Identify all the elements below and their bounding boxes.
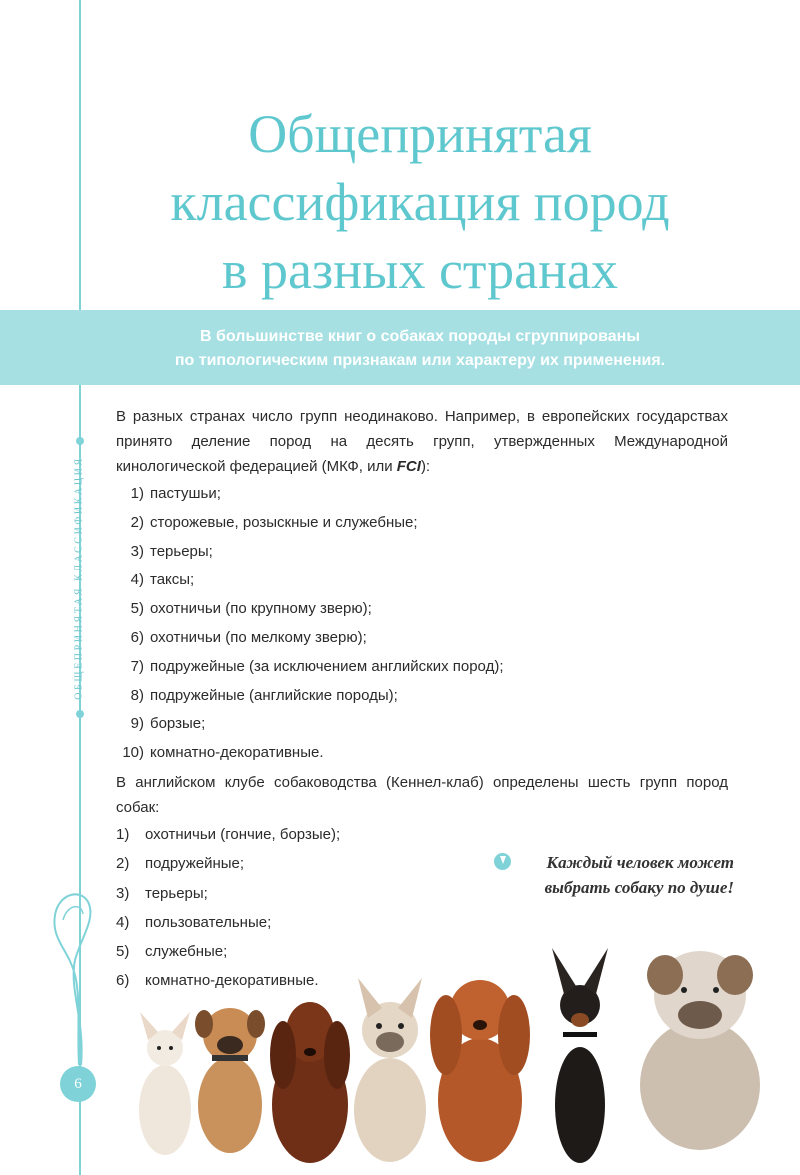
- list-number: 10): [122, 744, 144, 762]
- list-item: [116, 820, 340, 849]
- list-number: 7): [130, 657, 144, 675]
- tip-line: Каждый человек может: [546, 853, 734, 872]
- list-number: 5): [130, 600, 144, 618]
- dogs-illustration: [120, 920, 780, 1170]
- list-text: подружейные (английские породы);: [150, 686, 398, 704]
- page-number: 6: [60, 1066, 96, 1102]
- list-number: 8): [130, 686, 144, 704]
- page-title: [100, 100, 740, 304]
- list-text: борзые;: [150, 715, 206, 733]
- list-number: 5): [116, 943, 130, 961]
- side-section-label: ОБЩЕПРИНЯТАЯ КЛАССИФИКАЦИЯ: [73, 456, 85, 700]
- spaniel-dog-image: [430, 980, 530, 1162]
- list-text: пользовательные;: [145, 913, 272, 931]
- list-item: [116, 509, 504, 538]
- list-item: [116, 624, 504, 653]
- list-text: охотничьи (по мелкому зверю);: [150, 628, 367, 646]
- list-item: [116, 849, 340, 878]
- list-text: комнатно-декоративные.: [145, 972, 319, 990]
- list-item: [116, 653, 504, 682]
- intro-close: ):: [420, 458, 431, 475]
- list-number: 6): [116, 972, 130, 990]
- kennel-paragraph: В английском клубе собаководства (Кеннел-клаб) определены шесть групп пород собак:: [116, 774, 728, 816]
- list-item: [116, 879, 340, 908]
- puppy-dog-image: [195, 1008, 265, 1153]
- french-bulldog-image: [354, 978, 426, 1162]
- list-item: [116, 566, 504, 595]
- list-item: [116, 595, 504, 624]
- list-text: служебные;: [145, 943, 228, 961]
- list-text: терьеры;: [150, 542, 213, 560]
- list-text: охотничьи (по крупному зверю);: [150, 600, 372, 618]
- list-number: 4): [116, 913, 130, 931]
- tip-line: выбрать собаку по душе!: [544, 878, 734, 897]
- list-text: охотничьи (гончие, борзые);: [145, 826, 341, 843]
- list-text: таксы;: [150, 571, 195, 589]
- lead-banner: [0, 310, 800, 385]
- list-item: [116, 480, 504, 509]
- list-number: 3): [130, 542, 144, 560]
- banner-line: по типологическим признакам или характеру их применения.: [174, 352, 666, 369]
- list-item: [116, 538, 504, 567]
- list-number: 9): [130, 715, 144, 733]
- list-number: 2): [116, 855, 130, 873]
- chihuahua-dog-image: [139, 1012, 191, 1155]
- dachshund-dog-image: [270, 1002, 350, 1163]
- decorative-swirl: [45, 880, 105, 1070]
- intro-text: В разных странах число групп неодинаково. Например, в европейских государствах принято деление пород на десять групп, утвержденных Международной кинологической федерацией (МКФ, или: [116, 408, 728, 475]
- title-line: классификация пород: [170, 172, 670, 232]
- intro-paragraph: [116, 404, 728, 479]
- margin-dot: [76, 710, 84, 718]
- list-text: пастушьи;: [150, 485, 221, 502]
- list-text: подружейные;: [145, 855, 245, 873]
- banner-line: В большинстве книг о собаках породы сгруппированы: [200, 328, 640, 345]
- list-item: [116, 739, 504, 768]
- title-line: Общепринятая: [248, 104, 592, 164]
- fci-abbr: FCI: [396, 458, 421, 475]
- tip-callout: [494, 850, 734, 900]
- list-number: 6): [130, 628, 144, 646]
- list-number: 1): [116, 826, 130, 843]
- list-number: 4): [130, 571, 144, 589]
- list-item: [116, 710, 504, 739]
- pinscher-dog-image: [552, 948, 608, 1163]
- list-number: 2): [130, 513, 144, 531]
- list-item: [116, 682, 504, 711]
- list-text: комнатно-декоративные.: [150, 744, 324, 762]
- bulldog-image: [640, 951, 760, 1150]
- title-line: в разных странах: [221, 240, 619, 300]
- list-number: 1): [130, 485, 144, 502]
- list-text: подружейные (за исключением английских пород);: [150, 657, 504, 675]
- list-number: 3): [116, 884, 130, 902]
- margin-dot: [76, 437, 84, 445]
- list-text: терьеры;: [145, 884, 208, 902]
- fci-group-list: [116, 480, 504, 768]
- list-text: сторожевые, розыскные и служебные;: [150, 513, 418, 531]
